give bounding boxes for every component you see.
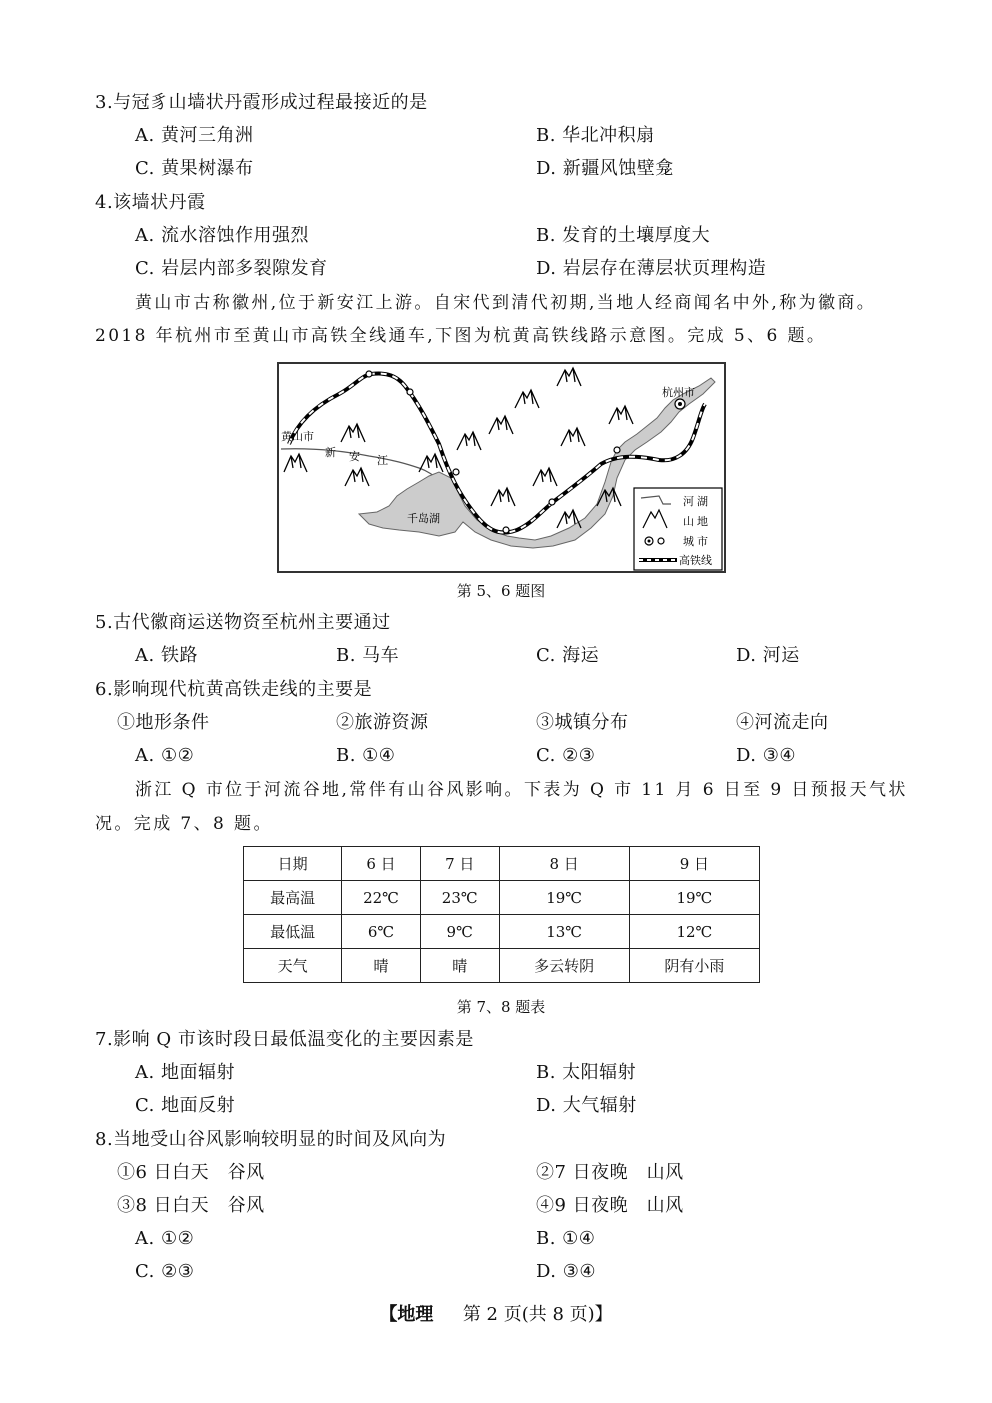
table-cell: 日期	[244, 847, 342, 881]
table-cell: 22℃	[342, 881, 421, 915]
mountain-icon	[457, 432, 481, 450]
q4-stem: 4.该墙状丹霞	[95, 192, 206, 213]
q3-option-b: B. 华北冲积扇	[536, 125, 655, 146]
table-cell: 最低温	[244, 915, 342, 949]
mountain-icon	[489, 416, 513, 434]
table-cell: 19℃	[629, 881, 759, 915]
label-an: 安	[349, 451, 360, 463]
intro-paragraph-2-line-1: 浙江 Q 市位于河流谷地,常伴有山谷风影响。下表为 Q 市 11 月 6 日至 9 日预报天气状	[135, 780, 908, 800]
q6-option-d: D. ③④	[736, 745, 797, 766]
legend-rail: 高铁线	[679, 555, 712, 567]
q8-option-b: B. ①④	[536, 1228, 596, 1249]
q4-option-b: B. 发育的土壤厚度大	[536, 225, 711, 246]
intro-paragraph-1-line-2: 2018 年杭州市至黄山市高铁全线通车,下图为杭黄高铁线路示意图。完成 5、6 题。	[95, 326, 827, 346]
q8-item-4: ④9 日夜晚 山风	[536, 1195, 684, 1216]
map-caption: 第 5、6 题图	[456, 582, 546, 600]
q7-option-c: C. 地面反射	[135, 1095, 236, 1116]
mountain-icon	[491, 488, 515, 506]
table-row	[244, 915, 760, 949]
q8-option-c: C. ②③	[135, 1261, 195, 1282]
table-cell: 晴	[342, 949, 421, 983]
table-cell: 12℃	[629, 915, 759, 949]
table-cell: 天气	[244, 949, 342, 983]
q3-option-d: D. 新疆风蚀壁龛	[536, 158, 674, 179]
table-cell: 多云转阴	[499, 949, 629, 983]
railway-map-svg	[279, 364, 724, 571]
legend-river: 河 湖	[683, 496, 709, 508]
q6-item-2: ②旅游资源	[336, 712, 429, 733]
q8-item-2: ②7 日夜晚 山风	[536, 1162, 684, 1183]
table-cell: 19℃	[499, 881, 629, 915]
weather-table	[243, 846, 760, 983]
page-footer	[0, 1300, 992, 1326]
mountain-icon	[345, 468, 369, 486]
q5-option-c: C. 海运	[536, 645, 600, 666]
label-xin: 新	[325, 447, 336, 459]
q7-option-b: B. 太阳辐射	[536, 1062, 637, 1083]
q8-option-d: D. ③④	[536, 1261, 597, 1282]
mountain-icon	[515, 390, 539, 408]
table-cell: 9 日	[629, 847, 759, 881]
q7-stem: 7.影响 Q 市该时段日最低温变化的主要因素是	[95, 1029, 474, 1050]
table-cell: 7 日	[420, 847, 499, 881]
table-cell: 6 日	[342, 847, 421, 881]
station	[614, 447, 620, 453]
station	[503, 527, 509, 533]
table-cell: 8 日	[499, 847, 629, 881]
railway-map	[277, 362, 726, 573]
q8-item-1: ①6 日白天 谷风	[117, 1162, 265, 1183]
q3-stem: 3.与冠豸山墙状丹霞形成过程最接近的是	[95, 92, 428, 113]
table-row	[244, 949, 760, 983]
station	[549, 499, 555, 505]
table-row	[244, 881, 760, 915]
intro-paragraph-1-line-1: 黄山市古称徽州,位于新安江上游。自宋代到清代初期,当地人经商闻名中外,称为徽商。	[135, 293, 877, 313]
mountain-icon	[557, 368, 581, 386]
footer-subject: 【地理	[379, 1304, 434, 1325]
q5-option-a: A. 铁路	[135, 645, 198, 666]
mountain-icon	[533, 468, 557, 486]
q6-option-b: B. ①④	[336, 745, 396, 766]
intro-paragraph-2-line-2: 况。完成 7、8 题。	[95, 814, 273, 834]
table-cell: 阴有小雨	[629, 949, 759, 983]
q8-option-a: A. ①②	[135, 1228, 195, 1249]
label-huangshan: 黄山市	[281, 431, 314, 443]
q5-option-b: B. 马车	[336, 645, 400, 666]
q6-option-a: A. ①②	[135, 745, 195, 766]
q4-option-c: C. 岩层内部多裂隙发育	[135, 258, 328, 279]
legend-mountain: 山 地	[683, 516, 709, 528]
station	[453, 469, 459, 475]
table-cell: 13℃	[499, 915, 629, 949]
station	[407, 389, 413, 395]
mountain-icon	[609, 406, 633, 424]
q8-stem: 8.当地受山谷风影响较明显的时间及风向为	[95, 1129, 447, 1150]
mountain-icon	[284, 454, 307, 472]
q8-item-3: ③8 日白天 谷风	[117, 1195, 265, 1216]
q6-item-3: ③城镇分布	[536, 712, 629, 733]
table-cell: 6℃	[342, 915, 421, 949]
q6-item-1: ①地形条件	[117, 712, 210, 733]
mountain-icon	[561, 428, 585, 446]
mountain-icon	[341, 424, 365, 442]
q4-option-a: A. 流水溶蚀作用强烈	[135, 225, 309, 246]
map-legend	[634, 488, 722, 570]
table-caption: 第 7、8 题表	[456, 998, 546, 1016]
q3-option-a: A. 黄河三角洲	[135, 125, 254, 146]
label-jiang: 江	[377, 455, 388, 467]
q7-option-a: A. 地面辐射	[135, 1062, 235, 1083]
table-cell: 9℃	[420, 915, 499, 949]
q7-option-d: D. 大气辐射	[536, 1095, 637, 1116]
table-row	[244, 847, 760, 881]
q5-stem: 5.古代徽商运送物资至杭州主要通过	[95, 612, 391, 633]
table-cell: 晴	[420, 949, 499, 983]
q5-option-d: D. 河运	[736, 645, 800, 666]
q6-stem: 6.影响现代杭黄高铁走线的主要是	[95, 679, 373, 700]
station	[366, 371, 372, 377]
label-hangzhou: 杭州市	[662, 387, 695, 399]
footer-page-number: 第 2 页(共 8 页)】	[462, 1304, 613, 1325]
label-qiandaohu: 千岛湖	[407, 513, 440, 525]
table-cell: 23℃	[420, 881, 499, 915]
q6-item-4: ④河流走向	[736, 712, 829, 733]
table-cell: 最高温	[244, 881, 342, 915]
legend-city: 城 市	[683, 536, 709, 548]
q3-option-c: C. 黄果树瀑布	[135, 158, 254, 179]
q4-option-d: D. 岩层存在薄层状页理构造	[536, 258, 767, 279]
q6-option-c: C. ②③	[536, 745, 596, 766]
